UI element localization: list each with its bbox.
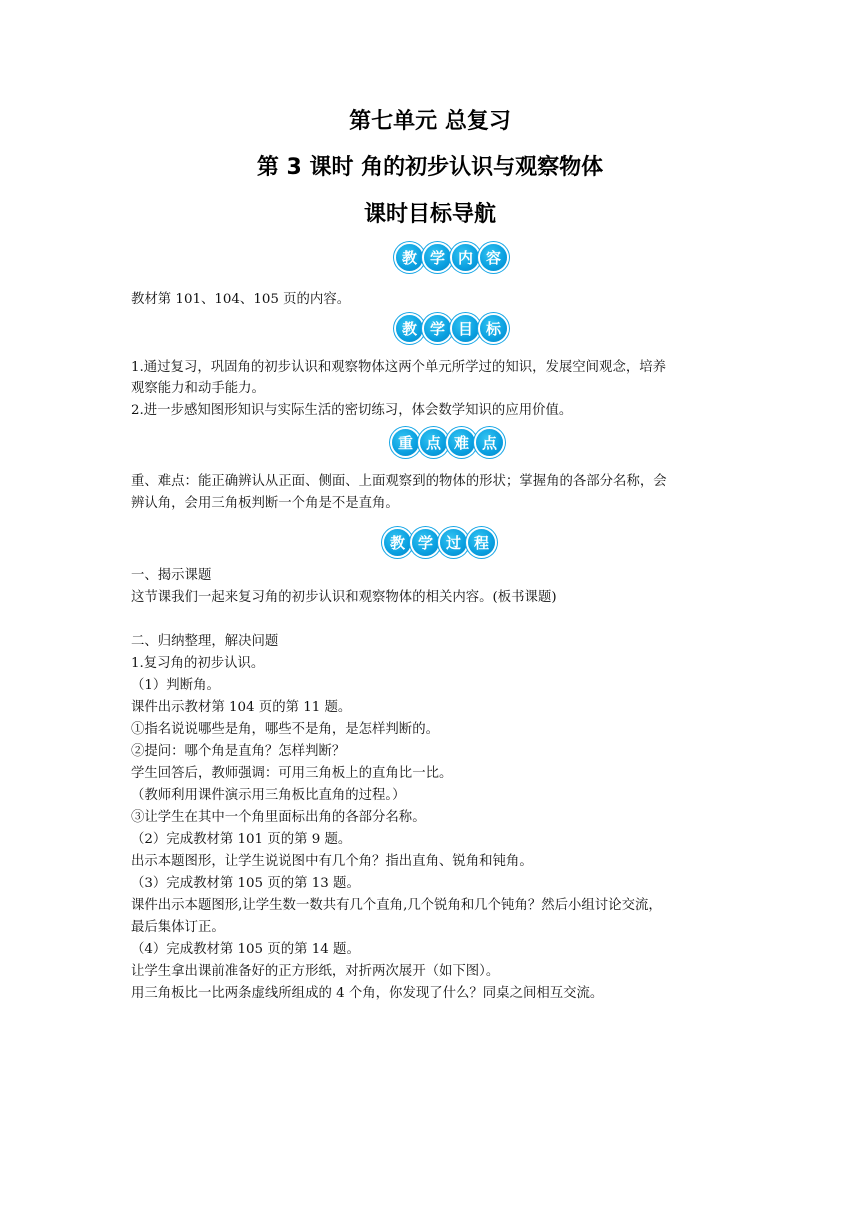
badge-char: 教: [396, 244, 423, 271]
process-line: 学生回答后，教师强调：可用三角板上的直角比一比。: [131, 766, 453, 781]
process-line: 1.复习角的初步认识。: [131, 656, 265, 671]
process-line: 用三角板比一比两条虚线所组成的 4 个角，你发现了什么？同桌之间相互交流。: [131, 986, 604, 1001]
badge-char: 教: [384, 529, 411, 556]
process-line: （2）完成教材第 101 页的第 9 题。: [131, 832, 352, 847]
process-line: （4）完成教材第 105 页的第 14 题。: [131, 942, 360, 957]
badge-char: 内: [452, 244, 479, 271]
process-line: 出示本题图形，让学生说说图中有几个角？指出直角、锐角和钝角。: [131, 854, 533, 869]
badge-char: 难: [448, 429, 475, 456]
process-line: （教师利用课件演示用三角板比直角的过程。）: [131, 788, 406, 803]
content-text: 教材第 101、104、105 页的内容。: [131, 292, 351, 307]
guide-title: 课时目标导航: [363, 202, 496, 227]
process-line: ②提问：哪个角是直角？怎样判断？: [131, 744, 346, 759]
teaching-process-badge: [384, 526, 495, 558]
badge-char: 容: [480, 244, 507, 271]
section-2-heading: 二、归纳整理，解决问题: [131, 634, 279, 649]
badge-char: 学: [412, 529, 439, 556]
key-points-badge: [392, 426, 503, 458]
process-line: ①指名说说哪些是角，哪些不是角，是怎样判断的。: [131, 722, 439, 737]
process-line: 最后集体订正。: [131, 920, 225, 935]
section-1-heading: 一、揭示课题: [131, 568, 212, 583]
section-1-text: 这节课我们一起来复习角的初步认识和观察物体的相关内容。(板书课题): [131, 590, 557, 605]
badge-char: 程: [468, 529, 495, 556]
badge-char: 重: [392, 429, 419, 456]
goal-1-line-2: 观察能力和动手能力。: [131, 381, 265, 396]
badge-char: 过: [440, 529, 467, 556]
badge-char: 学: [424, 315, 451, 342]
badge-char: 教: [396, 315, 423, 342]
teaching-content-badge: [396, 241, 507, 273]
process-line: （3）完成教材第 105 页的第 13 题。: [131, 876, 360, 891]
badge-char: 标: [480, 315, 507, 342]
badge-char: 目: [452, 315, 479, 342]
teaching-goals-badge: [396, 312, 507, 344]
badge-char: 点: [420, 429, 447, 456]
unit-title: 第七单元 总复习: [349, 109, 511, 134]
process-line: 让学生拿出课前准备好的正方形纸，对折两次展开（如下图）。: [131, 964, 500, 979]
badge-char: 点: [476, 429, 503, 456]
badge-char: 学: [424, 244, 451, 271]
goal-1-line-1: 1.通过复习，巩固角的初步认识和观察物体这两个单元所学过的知识，发展空间观念，培养: [131, 360, 667, 375]
process-line: 课件出示教材第 104 页的第 11 题。: [131, 700, 352, 715]
process-line: （1）判断角。: [131, 678, 220, 693]
process-line: 课件出示本题图形,让学生数一数共有几个直角,几个锐角和几个钝角？然后小组讨论交流，: [131, 898, 662, 913]
lesson-title: 第 3 课时 角的初步认识与观察物体: [256, 155, 604, 180]
key-points-line-1: 重、难点：能正确辨认从正面、侧面、上面观察到的物体的形状；掌握角的各部分名称，会: [131, 474, 667, 489]
goal-2: 2.进一步感知图形知识与实际生活的密切练习，体会数学知识的应用价值。: [131, 403, 573, 418]
process-line: ③让学生在其中一个角里面标出角的各部分名称。: [131, 810, 426, 825]
key-points-line-2: 辨认角，会用三角板判断一个角是不是直角。: [131, 496, 399, 511]
